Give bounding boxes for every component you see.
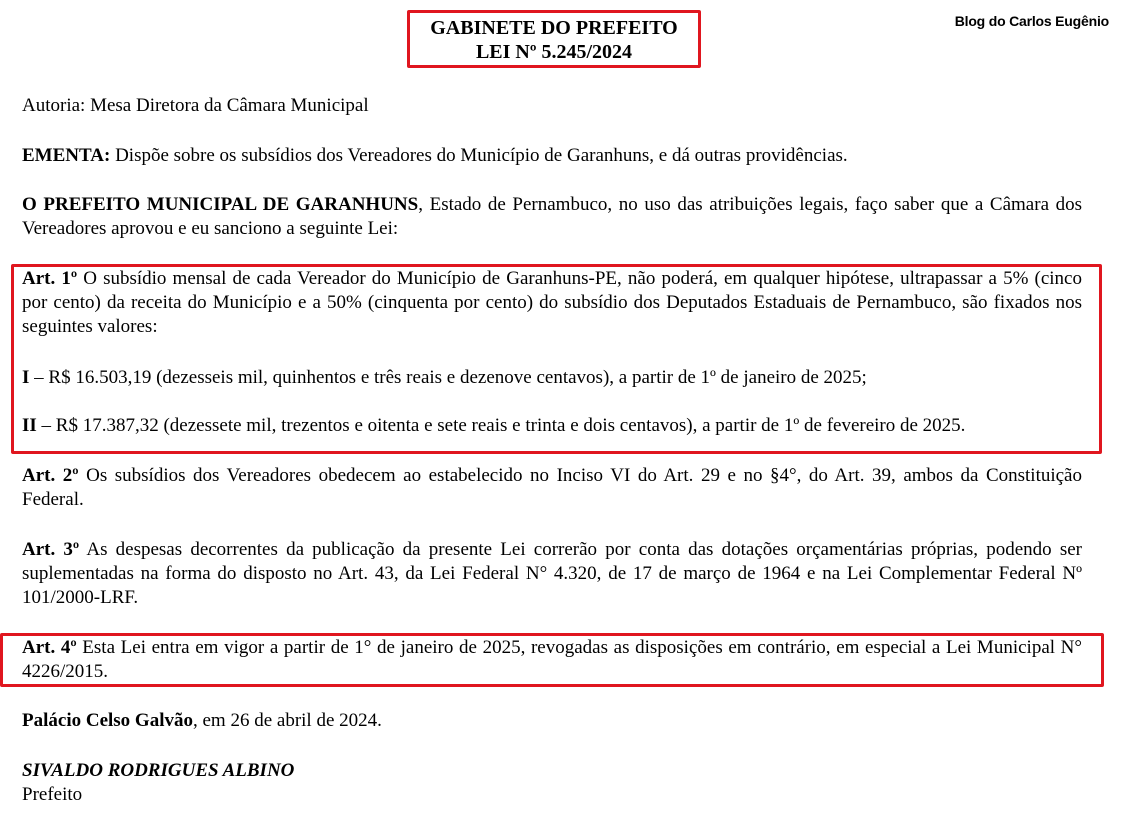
- authorship-line: Autoria: Mesa Diretora da Câmara Municipal: [22, 95, 369, 116]
- art2-paragraph: [22, 464, 1082, 512]
- preamble-text: , Estado de Pernambuco, no uso das atribuições legais, faço saber que a Câmara dos Vereadores aprovou e eu sanciono a seguinte Lei:: [22, 194, 1082, 239]
- ementa-text: Dispõe sobre os subsídios dos Vereadores do Município de Garanhuns, e dá outras providências.: [110, 145, 848, 166]
- art2-label: Art. 2º: [22, 465, 79, 486]
- art3-text: As despesas decorrentes da publicação da presente Lei correrão por conta das dotações orçamentárias próprias, podendo ser suplementadas na forma do disposto no Art. 43, da Lei Federal N° 4.320, de 17 de março de 1964 e na Lei Complementar Federal Nº 101/2000-LRF.: [22, 539, 1082, 608]
- ementa-paragraph: [22, 144, 1082, 168]
- inciso2-text: – R$ 17.387,32 (dezessete mil, trezentos e oitenta e sete reais e trinta e dois centavos), a partir de 1º de fevereiro de 2025.: [36, 415, 966, 436]
- art4-paragraph: [22, 636, 1082, 684]
- art3-label: Art. 3º: [22, 539, 80, 560]
- inciso2-label: II: [22, 415, 37, 436]
- inciso2-paragraph: [22, 414, 1082, 438]
- art2-text: Os subsídios dos Vereadores obedecem ao estabelecido no Inciso VI do Art. 29 e no §4°, do Art. 39, ambos da Constituição Federal.: [22, 465, 1082, 510]
- closing-paragraph: [22, 709, 1082, 733]
- signature-role: Prefeito: [22, 784, 83, 805]
- closing-label: Palácio Celso Galvão: [22, 710, 193, 731]
- art4-label: Art. 4º: [22, 637, 77, 658]
- art1-text: O subsídio mensal de cada Vereador do Município de Garanhuns-PE, não poderá, em qualquer hipótese, ultrapassar a 5% (cinco por cento) da receita do Município e a 50% (cinquenta por cento) do subsídio dos Deputados Estaduais de Pernambuco, são fixados nos seguintes valores:: [22, 268, 1082, 337]
- art1-paragraph: [22, 267, 1082, 339]
- document-title-box: [407, 10, 701, 68]
- art1-label: Art. 1º: [22, 268, 78, 289]
- signature-name: [22, 759, 1082, 783]
- inciso1-text: – R$ 16.503,19 (dezesseis mil, quinhentos e três reais e dezenove centavos), a partir de 1º de janeiro de 2025;: [29, 367, 867, 388]
- preamble-paragraph: [22, 193, 1082, 241]
- ementa-label: EMENTA:: [22, 145, 111, 166]
- art4-text: Esta Lei entra em vigor a partir de 1° de janeiro de 2025, revogadas as disposições em contrário, em especial a Lei Municipal N° 4226/2015.: [22, 637, 1082, 682]
- art3-paragraph: [22, 538, 1082, 610]
- blog-watermark: Blog do Carlos Eugênio: [954, 13, 1109, 29]
- inciso1-paragraph: [22, 366, 1082, 390]
- signatory-name: SIVALDO RODRIGUES ALBINO: [22, 760, 295, 781]
- office-title: GABINETE DO PREFEITO: [430, 17, 678, 39]
- inciso1-label: I: [22, 367, 30, 388]
- preamble-label: O PREFEITO MUNICIPAL DE GARANHUNS: [22, 194, 419, 215]
- law-number: LEI Nº 5.245/2024: [475, 41, 633, 63]
- closing-text: , em 26 de abril de 2024.: [192, 710, 382, 731]
